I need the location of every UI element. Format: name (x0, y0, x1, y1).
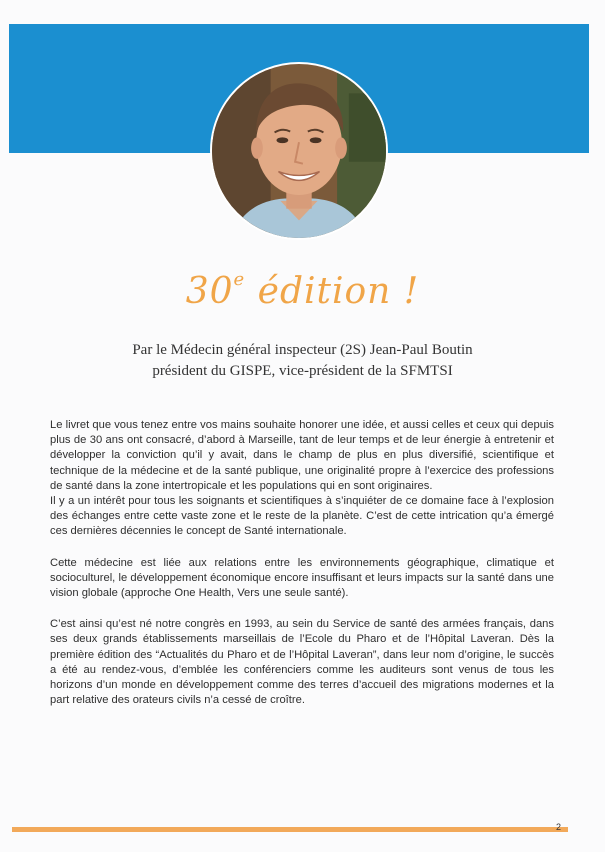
edition-title (0, 250, 605, 322)
edition-superscript: e (233, 269, 246, 290)
author-block (0, 340, 605, 382)
author-line-1: Par le Médecin général inspecteur (2S) Jean-Paul Boutin (132, 342, 473, 358)
paragraph-4: C’est ainsi qu’est né notre congrès en 1993, au sein du Service de santé des armées français, dans ses deux grands établissements marseillais de l’Ecole du Pharo et de l’Hôpital Laveran. Dès la première édition des “Actualités du Pharo et de l’Hôpital Laveran”, dans leur nom d’origine, le succès a été au rendez-vous, d’emblée les conférenciers comme les auditeurs sont venus de tous les horizons d’un monde en développement comme des terres d’accueil des migrations modernes et la part relative des orateurs civils n’a cessé de croître. (50, 618, 554, 707)
edition-number: 30 (185, 271, 234, 312)
edition-label: édition ! (245, 271, 420, 312)
page-number: 2 (556, 822, 562, 832)
author-line-2: président du GISPE, vice-président de la SFMTSI (152, 363, 453, 379)
article-body (50, 418, 554, 708)
author-portrait (210, 62, 388, 240)
footer-rule (12, 827, 568, 832)
paragraph-3: Cette médecine est liée aux relations entre les environnements géographique, climatique et socioculturel, le développement économique encore insuffisant et leurs impacts sur la santé dans une vision globale (approche One Health, Vers une seule santé). (50, 556, 554, 600)
paragraph-2: Il y a un intérêt pour tous les soignants et scientifiques à s’inquiéter de ce domaine face à l’explosion des échanges entre cette vaste zone et le reste de la planète. C’est de cette intrication qu’a émergé ces dernières décennies le concept de Santé internationale. (50, 495, 554, 538)
portrait-photo (212, 64, 386, 238)
paragraph-1: Le livret que vous tenez entre vos mains souhaite honorer une idée, et aussi celles et ceux qui depuis plus de 30 ans ont consacré, d’abord à Marseille, tant de leur temps et de leur énergie à entretenir et développer la conviction qu’il y avait, dans le champ de plus en plus diversifié, scientifique et technique de la médecine et de la santé publique, une originalité propre à l’exercice des professions de santé dans la zone intertropicale et les populations qui en sont originaires. (50, 419, 554, 492)
